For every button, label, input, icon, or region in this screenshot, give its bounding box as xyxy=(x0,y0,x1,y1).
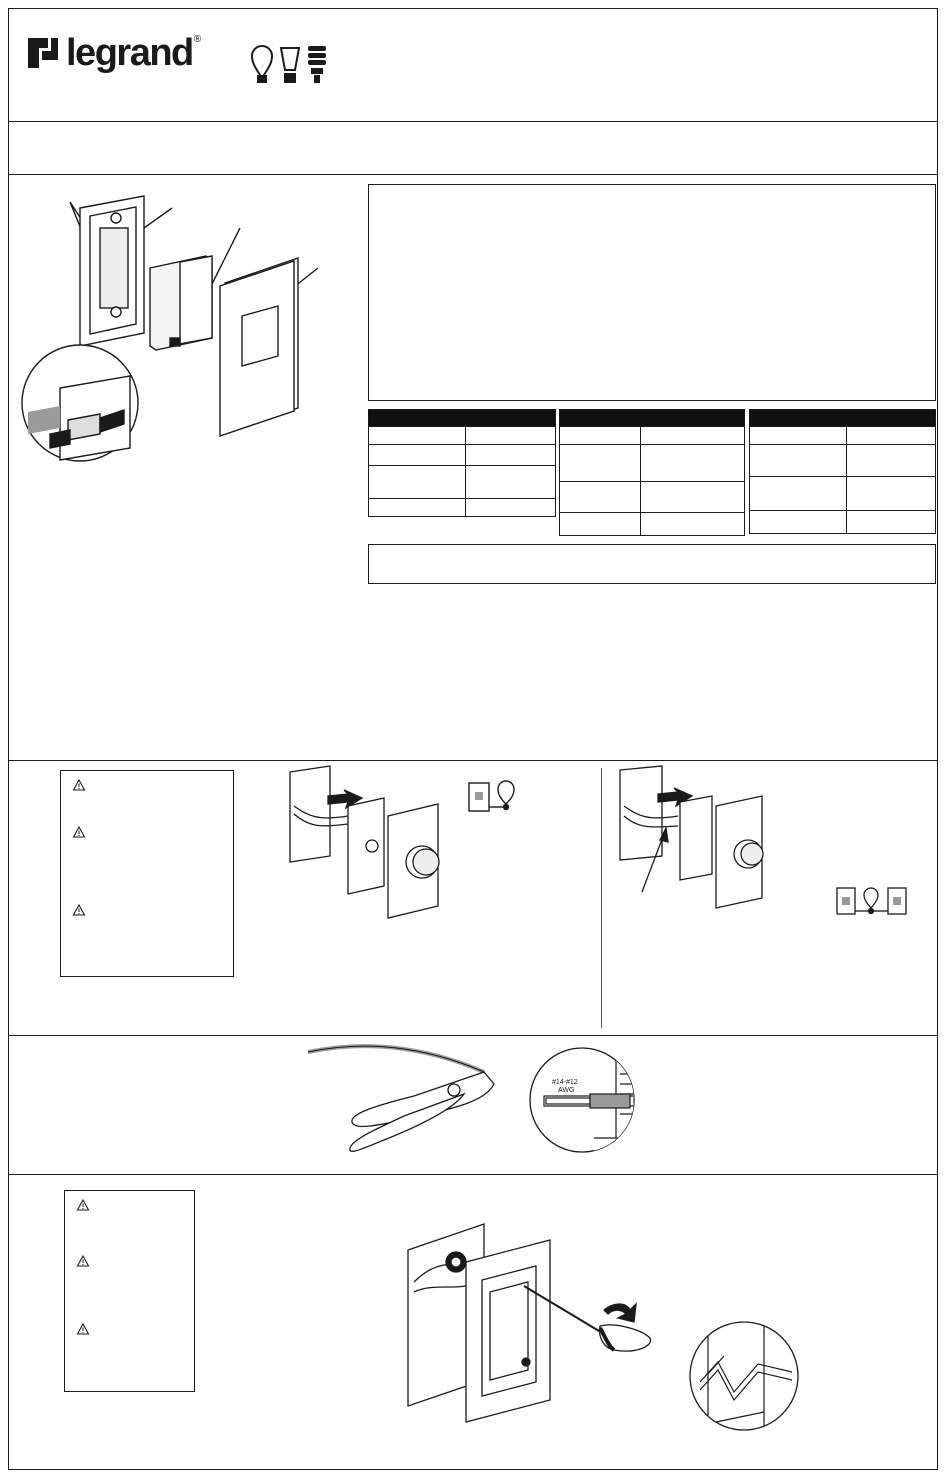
step-divider xyxy=(601,768,602,1028)
product-exploded-illustration xyxy=(20,188,350,478)
divider xyxy=(8,1174,938,1175)
description-box xyxy=(368,184,936,401)
gauge-label-line1: #14-#12 xyxy=(552,1079,578,1086)
led-bulb-icon xyxy=(281,48,299,82)
divider xyxy=(8,760,938,761)
mount-frame-illustration xyxy=(404,1222,674,1427)
warning-box-2 xyxy=(64,1190,195,1392)
registered-mark: ® xyxy=(193,33,202,45)
strip-gauge-detail xyxy=(528,1044,638,1156)
warning-icon xyxy=(73,826,85,838)
warning-icon xyxy=(77,1199,89,1211)
warning-icon xyxy=(77,1323,89,1335)
spec-table-3 xyxy=(749,409,936,534)
spec-table-1 xyxy=(368,409,556,517)
divider xyxy=(8,174,938,175)
warning-icon xyxy=(73,904,85,916)
wire-stripper-illustration xyxy=(304,1044,504,1164)
cfl-bulb-icon xyxy=(308,46,326,83)
legrand-logo-mark-icon xyxy=(26,36,60,70)
warning-icon xyxy=(73,779,85,791)
warning-icon xyxy=(77,1255,89,1267)
remove-old-3way-illustration xyxy=(618,766,808,916)
note-box xyxy=(368,544,936,584)
wire-fold-detail xyxy=(688,1312,800,1438)
divider xyxy=(8,121,938,122)
gauge-label-line2: AWG xyxy=(558,1087,575,1094)
three-way-symbol xyxy=(836,886,908,916)
bulb-icons xyxy=(250,44,334,88)
brand-name: legrand xyxy=(66,32,193,74)
incandescent-bulb-icon xyxy=(252,46,272,82)
legrand-logo xyxy=(26,34,201,72)
divider xyxy=(8,1035,938,1036)
warning-box-1 xyxy=(60,770,234,977)
single-pole-symbol xyxy=(468,780,524,814)
spec-table-2 xyxy=(559,409,745,536)
